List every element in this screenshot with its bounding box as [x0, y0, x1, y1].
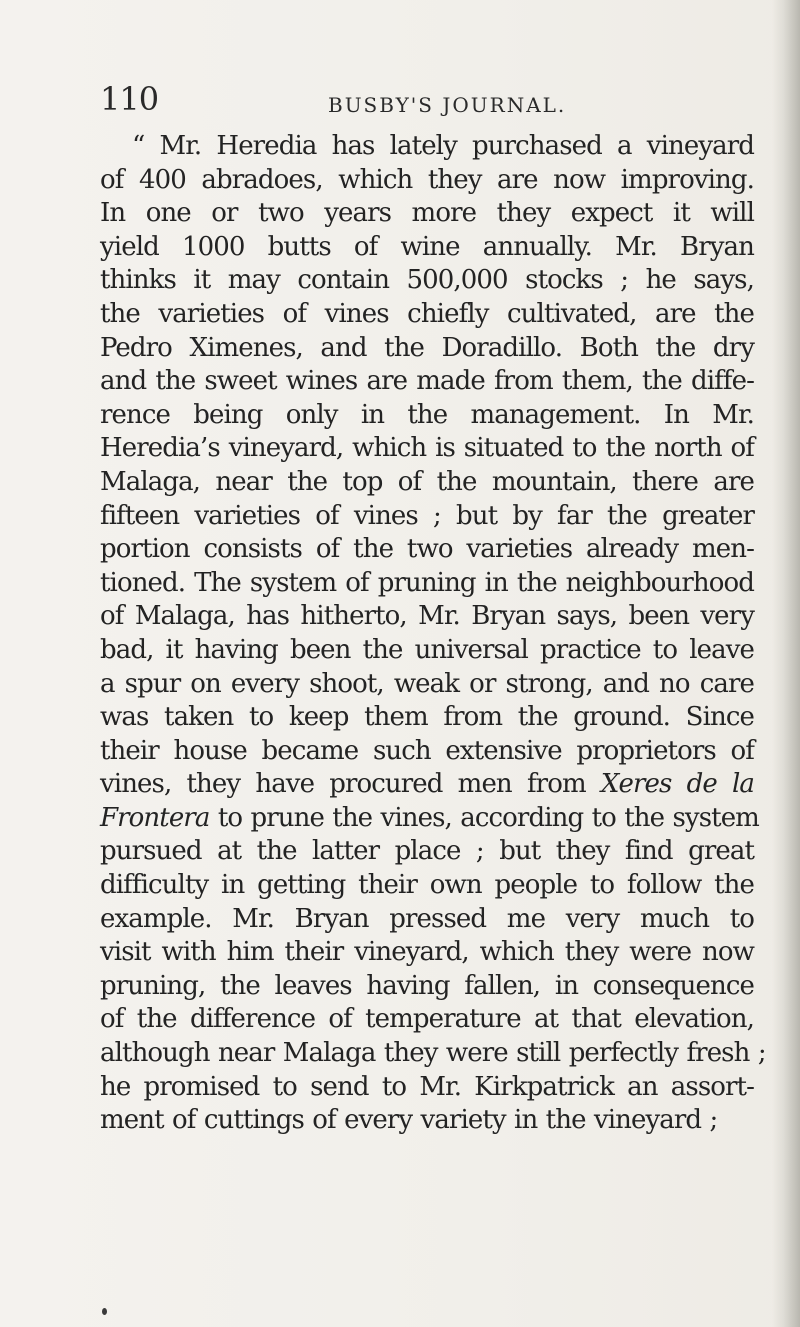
text-line: rence being only in the management. In Mr.	[100, 399, 754, 430]
text-line: ment of cuttings of every variety in the vineyard ;	[100, 1105, 718, 1136]
italic-place-name: Xeres de la	[600, 769, 755, 800]
text-line: “ Mr. Heredia has lately purchased a vineyard	[132, 131, 754, 161]
text-segment: to prune the vines, according to the system	[217, 802, 759, 833]
text-line: In one or two years more they expect it will	[100, 198, 754, 229]
text-line: Pedro Ximenes, and the Doradillo. Both the dry	[100, 332, 754, 363]
text-line: visit with him their vineyard, which they were now	[100, 937, 754, 968]
text-line: Malaga, near the top of the mountain, there are	[100, 466, 754, 497]
text-line: bad, it having been the universal practice to leave	[100, 634, 754, 665]
text-line: example. Mr. Bryan pressed me very much to	[100, 903, 754, 934]
text-line: difficulty in getting their own people to follow the	[100, 870, 754, 901]
text-line: he promised to send to Mr. Kirkpatrick an assort-	[100, 1071, 754, 1102]
text-line-with-italic	[100, 768, 754, 802]
text-segment: vines, they have procured men from	[100, 769, 601, 800]
text-line: of the difference of temperature at that elevation,	[100, 1004, 754, 1035]
text-line: Heredia’s vineyard, which is situated to the north of	[100, 433, 754, 464]
text-line: the varieties of vines chiefly cultivated, are the	[100, 298, 754, 329]
text-line: although near Malaga they were still perfectly fresh ;	[100, 1038, 766, 1069]
text-line: pruning, the leaves having fallen, in consequence	[100, 970, 754, 1001]
italic-place-name: Frontera	[100, 802, 210, 833]
text-line: thinks it may contain 500,000 stocks ; he says,	[100, 265, 754, 296]
text-line: fifteen varieties of vines ; but by far the greater	[100, 500, 754, 531]
text-line: portion consists of the two varieties already men-	[100, 534, 754, 565]
text-line: a spur on every shoot, weak or strong, and no care	[100, 668, 754, 699]
text-line: yield 1000 butts of wine annually. Mr. Bryan	[100, 231, 754, 262]
ink-speck	[102, 1308, 107, 1315]
text-line: of 400 abradoes, which they are now improving.	[100, 164, 754, 195]
page-edge-shadow	[772, 0, 800, 1327]
text-line: tioned. The system of pruning in the neighbourhood	[100, 567, 754, 598]
text-line: of Malaga, has hitherto, Mr. Bryan says, been very	[100, 601, 754, 632]
page-number: 110	[100, 80, 159, 118]
body-text	[100, 130, 766, 1138]
text-line: was taken to keep them from the ground. Since	[100, 702, 754, 733]
text-line-with-italic	[100, 802, 759, 836]
text-line: and the sweet wines are made from them, the diffe-	[100, 366, 754, 397]
running-head: BUSBY'S JOURNAL.	[328, 93, 567, 117]
text-line: pursued at the latter place ; but they find great	[100, 836, 754, 867]
text-line: their house became such extensive proprietors of	[100, 735, 754, 766]
